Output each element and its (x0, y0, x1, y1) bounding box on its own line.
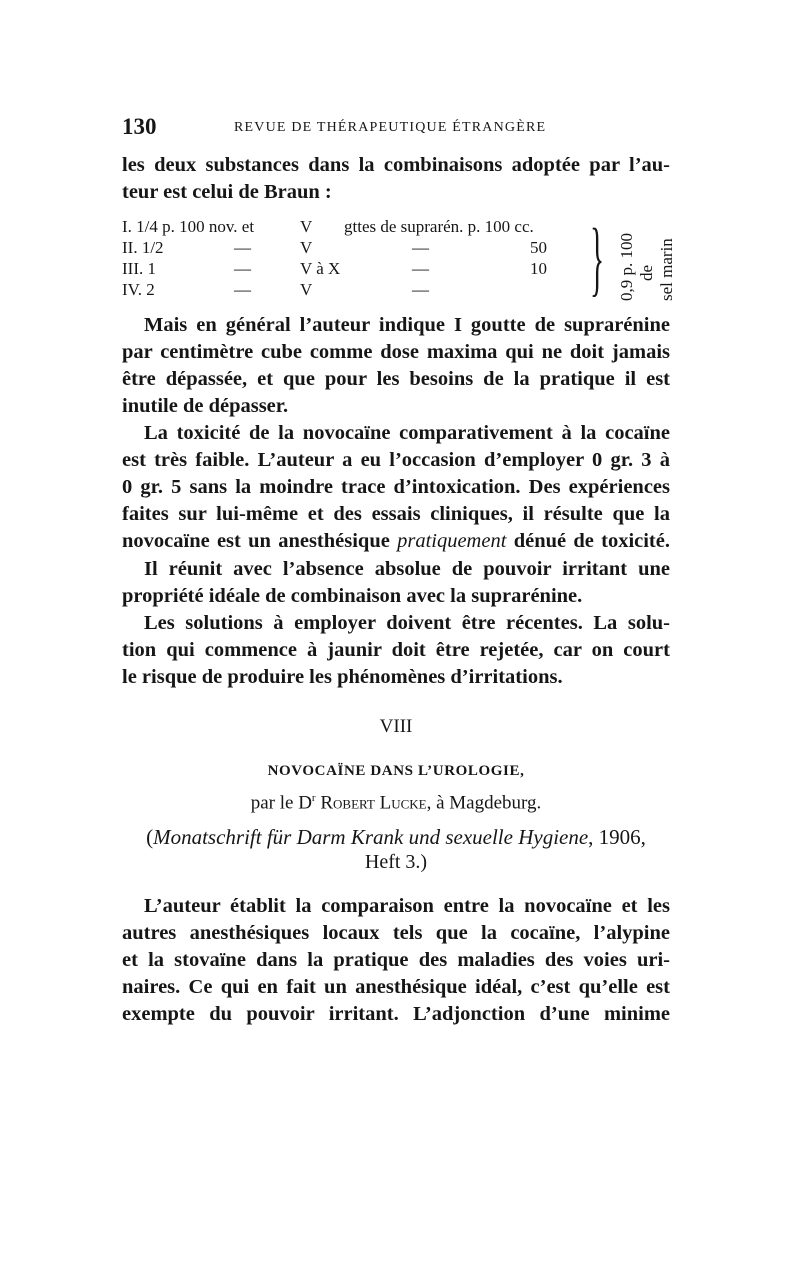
text-line: Il réunit avec l’absence absolue de pouvoir irritant une (144, 558, 670, 580)
table-cell: — (234, 238, 251, 257)
table-cell: II. 1/2 (122, 238, 164, 257)
table-row (122, 217, 602, 237)
text-line: tion qui commence à jaunir doit être rejetée, car on court (122, 639, 670, 662)
text-run: dénué de toxicité. (506, 530, 670, 553)
section-title: NOVOCAÏNE DANS L’UROLOGIE, (267, 763, 525, 779)
table-cell: — (234, 259, 251, 278)
table-cell: — (412, 238, 429, 257)
side-label: 0,9 p. 100 (617, 233, 636, 301)
table-row (122, 238, 602, 258)
text-line: le risque de produire les phénomènes d’irritations. (122, 666, 563, 689)
text-line: Mais en général l’auteur indique I goutte de suprarénine (144, 314, 670, 336)
section-numeral: VIII (379, 716, 413, 737)
source-year: , 1906, (588, 825, 646, 849)
dosage-table (122, 212, 682, 305)
side-label: sel marin (657, 238, 676, 301)
paragraph (122, 312, 670, 420)
table-row (122, 259, 602, 279)
text-run: novocaïne est un anesthésique (122, 530, 398, 553)
text-line: est très faible. L’auteur a eu l’occasion d’employer 0 gr. 3 à (122, 449, 670, 472)
text-line: exempte du pouvoir irritant. L’adjonction d’une minime (122, 1003, 670, 1026)
page-number: 130 (122, 114, 157, 139)
section-source-issue: Heft 3.) (364, 851, 428, 873)
table-cell: V (300, 238, 313, 257)
table-cell: III. 1 (122, 259, 156, 278)
text-line: teur est celui de Braun : (122, 181, 332, 204)
intro-paragraph (122, 152, 670, 206)
text-line: les deux substances dans la combinaisons adoptée par l’au- (122, 154, 670, 176)
text-line: autres anesthésiques locaux tels que la cocaïne, l’alypine (122, 922, 670, 945)
text-line: Les solutions à employer doivent être récentes. La solu- (144, 612, 670, 634)
text-line: et la stovaïne dans la pratique des maladies des voies uri- (122, 949, 670, 972)
side-label: de (637, 264, 656, 281)
paragraph (122, 610, 670, 691)
source-title: Monatschrift für Darm Krank und sexuelle Hygiene (153, 825, 589, 849)
table-cell: — (234, 280, 251, 299)
table-cell: 50 (530, 238, 547, 257)
text-line: faites sur lui-même et des essais cliniques, il résulte que la (122, 503, 670, 526)
text-line: être dépassée, et que pour les besoins de la pratique il est (122, 368, 670, 391)
text-line: inutile de dépasser. (122, 395, 289, 418)
table-cell: V (300, 280, 313, 299)
running-header (122, 114, 670, 142)
source-paren: ( (146, 825, 154, 849)
text-line (122, 528, 670, 555)
author-name: Robert Lucke (320, 792, 427, 814)
text-line: La toxicité de la novocaïne comparativement à la cocaïne (144, 422, 670, 444)
text-line: 0 gr. 5 sans la moindre trace d’intoxication. Des expériences (122, 476, 670, 499)
italic-text: pratiquement (397, 530, 507, 553)
table-cell: gttes de suprarén. p. 100 cc. (344, 217, 534, 236)
running-title: REVUE DE THÉRAPEUTIQUE ÉTRANGÈRE (234, 120, 547, 135)
author-sup: r (311, 792, 316, 804)
text-line: L’auteur établit la comparaison entre la novocaïne et les (144, 895, 670, 917)
table-cell: V à X (300, 259, 341, 278)
author-prefix: par le D (250, 792, 312, 814)
text-line: par centimètre cube comme dose maxima qui ne doit jamais (122, 341, 670, 364)
right-brace: } (590, 212, 605, 305)
table-row (122, 280, 602, 300)
section-source (122, 825, 670, 850)
paragraph (122, 556, 670, 610)
table-cell: IV. 2 (122, 280, 155, 299)
table-cell: — (412, 259, 429, 278)
paragraph (122, 420, 670, 555)
table-cell: — (412, 280, 429, 299)
table-cell: 10 (530, 259, 547, 278)
table-cell: I. 1/4 p. 100 nov. et (122, 217, 255, 236)
section-author (122, 792, 670, 814)
text-line: naires. Ce qui en fait un anesthésique idéal, c’est qu’elle est (122, 976, 670, 999)
table-cell: V (300, 217, 313, 236)
author-place: , à Magdeburg. (426, 792, 542, 814)
paragraph (122, 893, 670, 1028)
text-line: propriété idéale de combinaison avec la suprarénine. (122, 585, 583, 608)
